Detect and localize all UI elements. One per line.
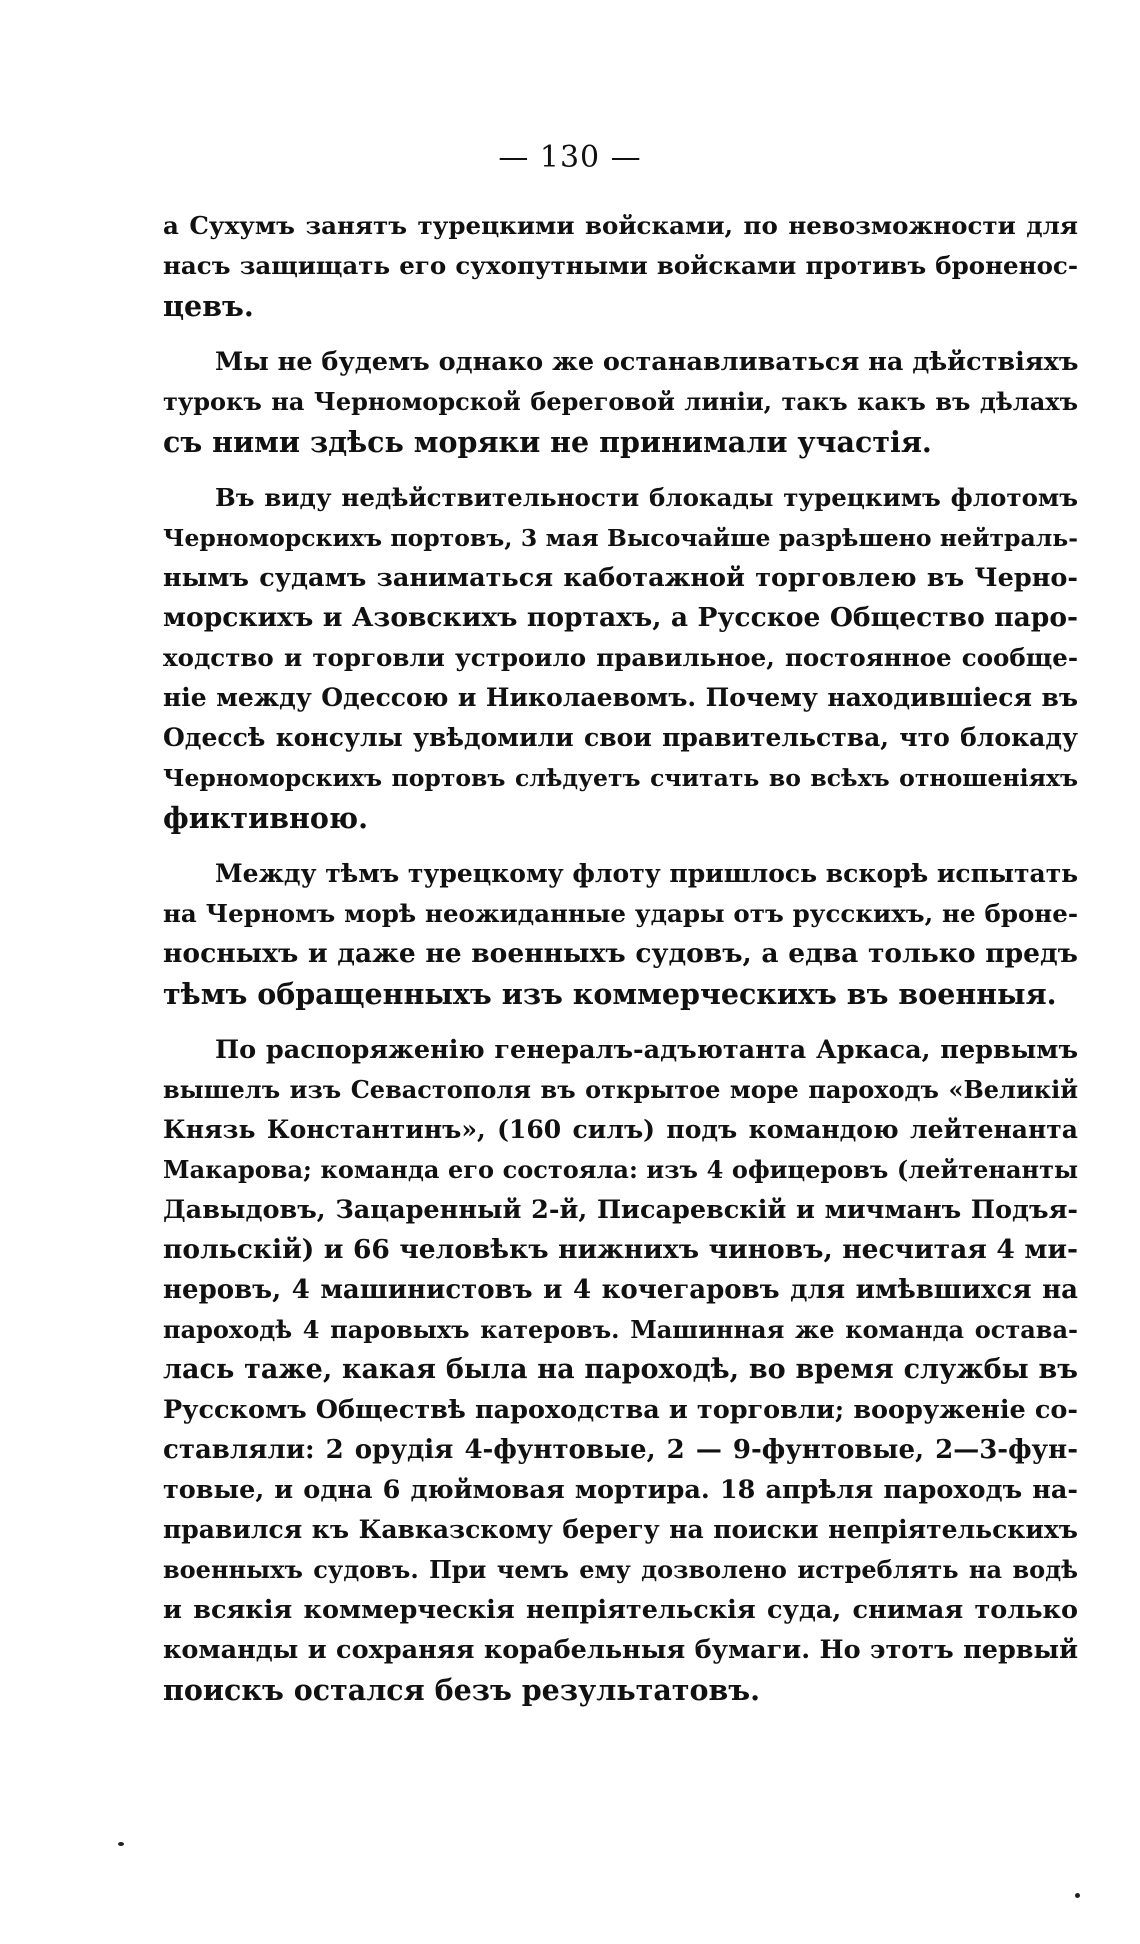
text-line: тѣмъ обращенныхъ изъ коммерческихъ въ военныя. bbox=[163, 977, 1057, 1011]
paragraph bbox=[163, 1030, 1078, 1710]
text-line: носныхъ и даже не военныхъ судовъ, а едва только предъ bbox=[163, 938, 1078, 969]
text-line: Давыдовъ, Зацаренный 2-й, Писаревскій и мичманъ Подъя- bbox=[163, 1195, 1078, 1225]
text-line: морскихъ и Азовскихъ портахъ, а Русское Общество паро- bbox=[163, 602, 1078, 633]
text-line: ставляли: 2 орудія 4-фунтовые, 2 — 9-фунтовые, 2—3-фун- bbox=[163, 1435, 1078, 1465]
paragraph bbox=[163, 342, 1078, 462]
scan-speck bbox=[118, 1842, 124, 1846]
text-line: лась таже, какая была на пароходѣ, во время службы въ bbox=[163, 1354, 1078, 1385]
body-text bbox=[163, 206, 1078, 1726]
text-line: польскій) и 66 человѣкъ нижнихъ чиновъ, несчитая 4 ми- bbox=[163, 1234, 1078, 1265]
paragraph bbox=[163, 854, 1078, 1014]
paragraph bbox=[163, 478, 1078, 838]
paragraph bbox=[163, 206, 1078, 326]
text-line: Черноморскихъ портовъ, 3 мая Высочайше разрѣшено нейтраль- bbox=[163, 524, 1078, 552]
text-line: ніе между Одессою и Николаевомъ. Почему находившіеся въ bbox=[163, 683, 1078, 712]
text-line: Въ виду недѣйствительности блокады турецкимъ флотомъ bbox=[215, 483, 1078, 512]
text-line: Между тѣмъ турецкому флоту пришлось вскорѣ испытать bbox=[215, 859, 1078, 888]
text-line: ходство и торговли устроило правильное, постоянное сообще- bbox=[163, 643, 1078, 672]
text-line: По распоряженію генералъ-адъютанта Аркаса, первымъ bbox=[215, 1035, 1078, 1065]
text-line: Русскомъ Обществѣ пароходства и торговли; вооруженіе со- bbox=[163, 1395, 1078, 1425]
text-line: Одессѣ консулы увѣдомили свои правительства, что блокаду bbox=[163, 723, 1078, 752]
text-line: насъ защищать его сухопутными войсками противъ броненос- bbox=[163, 251, 1078, 280]
text-line: съ ними здѣсь моряки не принимали участія. bbox=[163, 425, 932, 459]
text-line: и всякія коммерческія непріятельскія суда, снимая только bbox=[163, 1595, 1078, 1625]
text-line: вышелъ изъ Севастополя въ открытое море пароходъ «Великій bbox=[163, 1075, 1078, 1104]
text-line: правился къ Кавказскому берегу на поиски непріятельскихъ bbox=[163, 1515, 1078, 1544]
text-line: Черноморскихъ портовъ слѣдуетъ считать во всѣхъ отношеніяхъ bbox=[163, 764, 1078, 792]
text-line: а Сухумъ занятъ турецкими войсками, по невозможности для bbox=[163, 211, 1078, 240]
text-line: поискъ остался безъ результатовъ. bbox=[163, 1673, 761, 1707]
text-line: цевъ. bbox=[163, 289, 254, 323]
text-line: Макарова; команда его состояла: изъ 4 офицеровъ (лейтенанты bbox=[163, 1155, 1078, 1184]
text-line: неровъ, 4 машинистовъ и 4 кочегаровъ для имѣвшихся на bbox=[163, 1275, 1078, 1305]
text-line: на Черномъ морѣ неожиданные удары отъ русскихъ, не броне- bbox=[163, 899, 1078, 928]
text-line: товые, и одна 6 дюймовая мортира. 18 апрѣля пароходъ на- bbox=[163, 1475, 1078, 1505]
text-line: военныхъ судовъ. При чемъ ему дозволено истреблять на водѣ bbox=[163, 1555, 1078, 1584]
scan-speck bbox=[1075, 1893, 1080, 1898]
text-line: Мы не будемъ однако же останавливаться на дѣйствіяхъ bbox=[215, 347, 1078, 377]
text-line: турокъ на Черноморской береговой линіи, такъ какъ въ дѣлахъ bbox=[163, 387, 1078, 416]
text-line: пароходѣ 4 паровыхъ катеровъ. Машинная же команда остава- bbox=[163, 1315, 1078, 1344]
text-line: Князь Константинъ», (160 силъ) подъ командою лейтенанта bbox=[163, 1115, 1078, 1144]
page-number: — 130 — bbox=[498, 140, 642, 175]
text-line: фиктивною. bbox=[163, 801, 369, 835]
text-line: команды и сохраняя корабельныя бумаги. Но этотъ первый bbox=[163, 1635, 1078, 1665]
text-line: нымъ судамъ заниматься каботажной торговлею въ Черно- bbox=[163, 563, 1078, 593]
